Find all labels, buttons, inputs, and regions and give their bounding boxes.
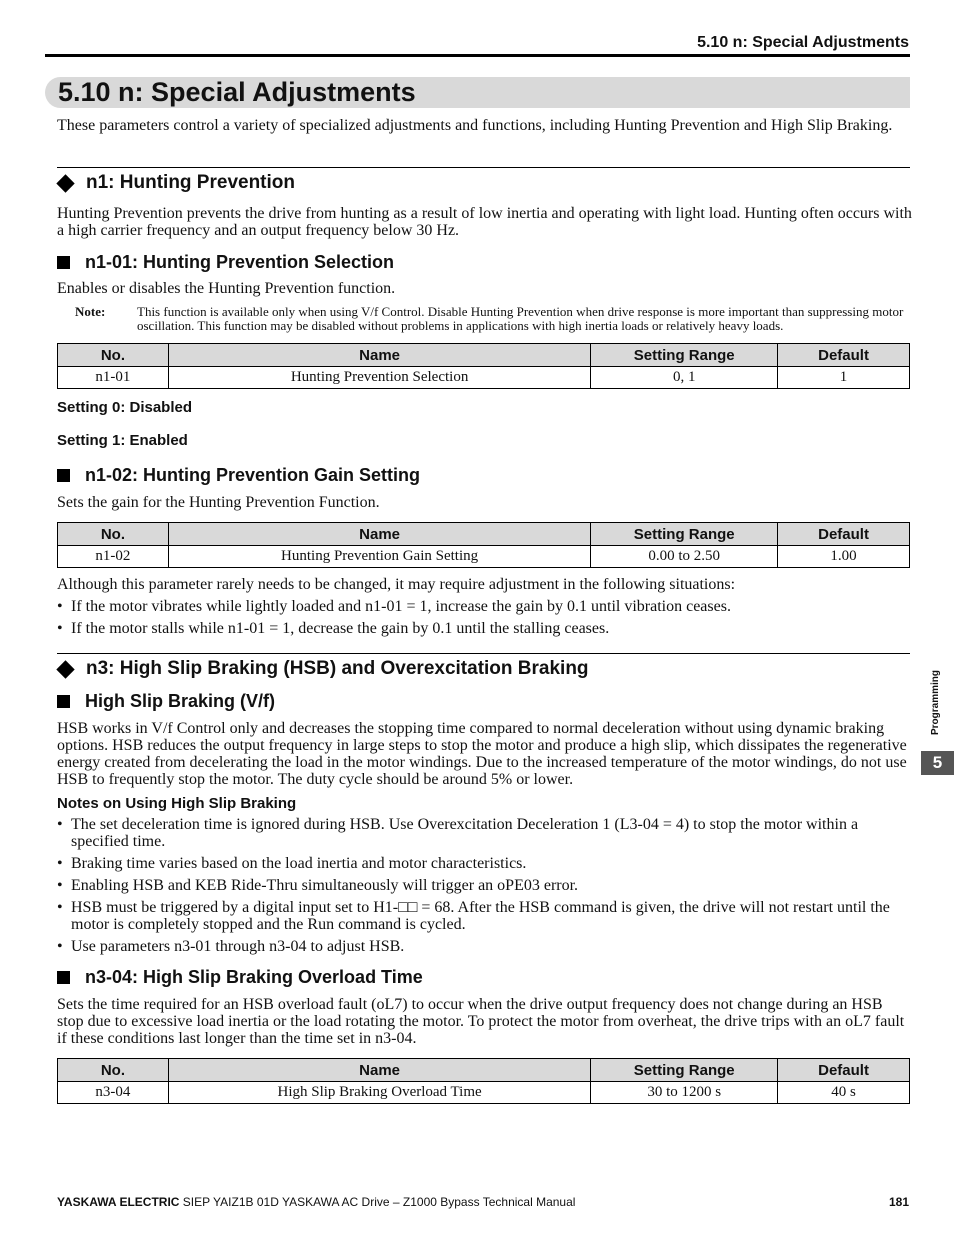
n1-02-bullets [57, 598, 912, 642]
hsb-notes-heading: Notes on Using High Slip Braking [57, 795, 297, 812]
list-item: • Braking time varies based on the load inertia and motor characteristics. [57, 855, 912, 872]
list-item: • Use parameters n3-01 through n3-04 to adjust HSB. [57, 938, 912, 955]
table-row [58, 1082, 910, 1104]
square-bullet-icon [57, 256, 70, 269]
list-item: • If the motor stalls while n1-01 = 1, decrease the gain by 0.1 until the stalling ceases. [57, 620, 912, 637]
setting-1: Setting 1: Enabled [57, 432, 188, 449]
hsb-bullets [57, 816, 912, 960]
heading-n3-04 [57, 967, 423, 988]
list-item: • Enabling HSB and KEB Ride-Thru simultaneously will trigger an oPE03 error. [57, 877, 912, 894]
list-item: • HSB must be triggered by a digital input set to H1-□□ = 68. After the HSB command is given, the drive will not restart until the motor is completely stopped and the Run command is cycled. [57, 899, 912, 933]
heading-n1-01 [57, 252, 394, 273]
table-row [58, 546, 910, 568]
note-label: Note: [75, 304, 106, 319]
heading-n1-text: n1: Hunting Prevention [86, 172, 295, 193]
square-bullet-icon [57, 971, 70, 984]
col-header-name: Name [168, 523, 590, 546]
heading-n1 [57, 172, 295, 194]
square-bullet-icon [57, 695, 70, 708]
section-rule [57, 167, 910, 168]
col-header-name: Name [168, 1059, 590, 1082]
heading-hsb [57, 691, 275, 712]
n1-body: Hunting Prevention prevents the drive from hunting as a result of low inertia and operating with light load. Hunting often occurs with a high carrier frequency and an output frequency below 30 Hz. [57, 205, 912, 239]
section-intro: These parameters control a variety of specialized adjustments and functions, including Hunting Prevention and High Slip Braking. [57, 117, 893, 134]
n3-04-body: Sets the time required for an HSB overload fault (oL7) to occur when the drive output frequency does not change during an HSB stop due to excessive load inertia or the load rotating the motor. To protect the motor from overheat, the drive trips with an oL7 fault if these conditions last longer than the time set in n3-04. [57, 996, 905, 1047]
header-rule [45, 54, 910, 57]
param-table-n1-02 [57, 522, 910, 568]
col-header-default: Default [778, 523, 910, 546]
diamond-icon [56, 174, 74, 192]
col-header-name: Name [168, 344, 590, 367]
heading-n1-02-text: n1-02: Hunting Prevention Gain Setting [85, 465, 421, 485]
hsb-body: HSB works in V/f Control only and decreases the stopping time compared to normal deceleration without using dynamic braking options. HSB reduces the output frequency in large steps to stop the motor and produce a high slip, which dissipates the regenerative energy created from decelerating the load in the motor windings. Due to the increased temperature of the motor windings, do not use HSB to frequently stop the motor. The duty cycle should be around 5% or lower. [57, 720, 907, 788]
table-row [58, 367, 910, 389]
n1-01-body: Enables or disables the Hunting Prevention function. [57, 280, 396, 297]
cell-name: Hunting Prevention Selection [168, 367, 590, 389]
heading-n3-04-text: n3-04: High Slip Braking Overload Time [85, 967, 423, 987]
cell-no: n1-02 [58, 546, 169, 568]
col-header-range: Setting Range [591, 523, 778, 546]
cell-no: n1-01 [58, 367, 169, 389]
running-header: 5.10 n: Special Adjustments [697, 34, 909, 51]
n1-01-note [75, 305, 910, 333]
cell-name: Hunting Prevention Gain Setting [168, 546, 590, 568]
cell-no: n3-04 [58, 1082, 169, 1104]
cell-default: 1.00 [778, 546, 910, 568]
n1-02-after: Although this parameter rarely needs to be changed, it may require adjustment in the following situations: [57, 576, 736, 593]
footer-doc-title: SIEP YAIZ1B 01D YASKAWA AC Drive – Z1000 Bypass Technical Manual [179, 1195, 576, 1209]
heading-n1-01-text: n1-01: Hunting Prevention Selection [85, 252, 395, 272]
square-bullet-icon [57, 469, 70, 482]
col-header-default: Default [778, 344, 910, 367]
chapter-tab: 5 [921, 751, 954, 775]
cell-name: High Slip Braking Overload Time [168, 1082, 590, 1104]
footer-brand: YASKAWA ELECTRIC [57, 1195, 180, 1209]
col-header-range: Setting Range [591, 344, 778, 367]
param-table-n1-01 [57, 343, 910, 389]
param-table-n3-04 [57, 1058, 910, 1104]
heading-n3 [57, 658, 589, 680]
list-item: • The set deceleration time is ignored during HSB. Use Overexcitation Deceleration 1 (L3-04 = 4) to stop the motor within a specified time. [57, 816, 912, 850]
col-header-no: No. [58, 523, 169, 546]
setting-0: Setting 0: Disabled [57, 399, 193, 416]
list-item: • If the motor vibrates while lightly loaded and n1-01 = 1, increase the gain by 0.1 until vibration ceases. [57, 598, 912, 615]
heading-n1-02 [57, 465, 420, 486]
cell-default: 40 s [778, 1082, 910, 1104]
diamond-icon [56, 660, 74, 678]
col-header-no: No. [58, 344, 169, 367]
col-header-no: No. [58, 1059, 169, 1082]
side-tab-label: Programming [930, 669, 941, 735]
cell-range: 30 to 1200 s [591, 1082, 778, 1104]
section-title: 5.10 n: Special Adjustments [58, 77, 416, 107]
cell-default: 1 [778, 367, 910, 389]
cell-range: 0.00 to 2.50 [591, 546, 778, 568]
heading-hsb-text: High Slip Braking (V/f) [85, 691, 276, 711]
cell-range: 0, 1 [591, 367, 778, 389]
col-header-range: Setting Range [591, 1059, 778, 1082]
note-text: This function is available only when using V/f Control. Disable Hunting Prevention when drive response is more important than suppressing motor oscillation. This function may be disabled without problems in applications with high inertia loads or relatively heavy loads. [137, 304, 904, 333]
page-number: 181 [888, 1195, 909, 1209]
heading-n3-text: n3: High Slip Braking (HSB) and Overexcitation Braking [86, 658, 589, 679]
footer-doc-info [57, 1195, 575, 1209]
col-header-default: Default [778, 1059, 910, 1082]
section-rule [57, 653, 910, 654]
n1-02-body: Sets the gain for the Hunting Prevention Function. [57, 494, 380, 511]
